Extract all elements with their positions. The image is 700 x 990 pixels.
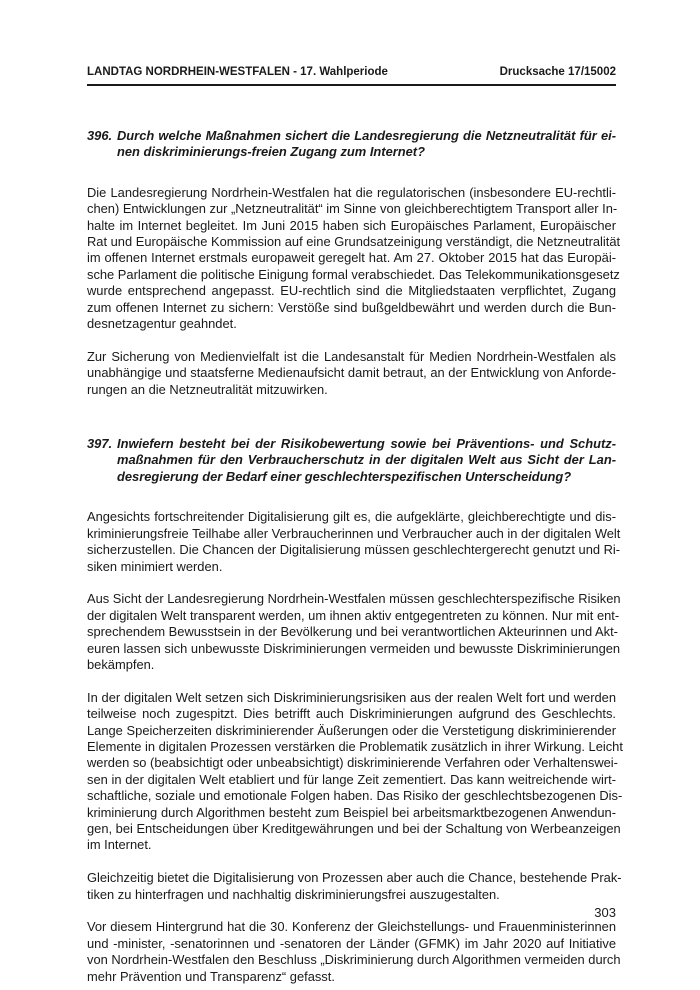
paragraph-line: teilweise noch zugespitzt. Dies betrifft auch Diskriminierungen aufgrund des Geschlechts. xyxy=(87,706,616,722)
paragraph-line: halte im Internet begleitet. Im Juni 2015 haben sich Europäisches Parlament, Europäischer xyxy=(87,217,616,233)
question-line: Inwiefern besteht bei der Risikobewertung sowie bei Präventions- und Schutz- xyxy=(117,436,616,452)
page-number: 303 xyxy=(594,905,616,920)
paragraph xyxy=(87,919,621,985)
paragraph-line: In der digitalen Welt setzen sich Diskriminierungsrisiken aus der realen Welt fort und werden xyxy=(87,689,616,705)
running-header xyxy=(87,66,616,78)
paragraph-line: Rat und Europäische Kommission auf eine Grundsatzeinigung verständigt, die Netzneutralität xyxy=(87,234,621,250)
paragraph-line: zum offenen Internet zu sichern: Verstöße sind bußgeldbewährt und werden durch die Bun- xyxy=(87,299,616,315)
paragraph-line: im Internet. xyxy=(87,837,152,853)
paragraph-line: rungen an die Netzneutralität mitzuwirken. xyxy=(87,381,328,397)
question-number: 397. xyxy=(87,436,113,452)
paragraph-line: sprechendem Bewusstsein in der Bevölkerung und bei verantwortlichen Akteurinnen und Akt- xyxy=(87,624,618,640)
paragraph-line: sen in der digitalen Welt etabliert und für lange Zeit zementiert. Das kann weitreichende wirt- xyxy=(87,771,616,787)
document-body xyxy=(87,128,623,985)
header-left: LANDTAG NORDRHEIN-WESTFALEN - 17. Wahlperiode xyxy=(87,66,388,78)
paragraph-line: wurde entsprechend angepasst. EU-rechtlich sind die Mitgliedstaaten verpflichtet, Zugang xyxy=(87,283,616,299)
block-spacer xyxy=(87,903,616,919)
paragraph-line: Angesichts fortschreitender Digitalisierung gilt es, die aufgeklärte, gleichberechtigte und dis- xyxy=(87,509,616,525)
paragraph-line: werden so (beabsichtigt oder unbeabsichtigt) diskriminierende Verfahren oder Verhaltenswei- xyxy=(87,755,618,771)
question-heading xyxy=(87,436,616,485)
paragraph-line: unabhängige und staatsferne Medienaufsicht damit betraut, an der Entwicklung von Anforde- xyxy=(87,365,616,381)
paragraph-line: Lange Speicherzeiten diskriminierender Äußerungen oder die Verstetigung diskriminierender xyxy=(87,722,616,738)
paragraph xyxy=(87,870,622,903)
paragraph-line: sicherzustellen. Die Chancen der Digitalisierung müssen geschlechtergerecht genutzt und Ri- xyxy=(87,542,621,558)
header-right: Drucksache 17/15002 xyxy=(499,66,616,78)
block-spacer xyxy=(87,485,616,509)
paragraph-line: Zur Sicherung von Medienvielfalt ist die Landesanstalt für Medien Nordrhein-Westfalen als xyxy=(87,348,616,364)
paragraph-line: Aus Sicht der Landesregierung Nordrhein-Westfalen müssen geschlechterspezifische Risiken xyxy=(87,591,621,607)
paragraph-line: im offenen Internet erstmals europaweit geregelt hat. Am 27. Oktober 2015 hat das Europäi- xyxy=(87,250,616,266)
paragraph-line: schaftliche, soziale und emotionale Folgen haben. Das Risiko der geschlechtsbezogenen Dis- xyxy=(87,788,623,804)
block-spacer xyxy=(87,332,616,348)
paragraph-line: bekämpfen. xyxy=(87,656,155,672)
block-spacer xyxy=(87,398,616,436)
question-line: desregierung der Bedarf einer geschlechterspezifischen Unterscheidung? xyxy=(117,468,572,484)
paragraph xyxy=(87,349,616,398)
paragraph xyxy=(87,509,621,575)
paragraph xyxy=(87,689,623,854)
paragraph-line: der digitalen Welt transparent werden, um ihnen aktiv entgegentreten zu können. Nur mit ent- xyxy=(87,607,620,623)
paragraph-line: chen) Entwicklungen zur „Netzneutralität“ im Sinne von gleichberechtigtem Transport aller In- xyxy=(87,201,618,217)
paragraph-line: Gleichzeitig bietet die Digitalisierung von Prozessen aber auch die Chance, bestehende Prak- xyxy=(87,870,622,886)
paragraph-line: tiken zu hinterfragen und nachhaltig diskriminierungsfrei auszugestalten. xyxy=(87,886,500,902)
block-spacer xyxy=(87,161,616,185)
paragraph-line: kriminierungsfreie Teilhabe aller Verbraucherinnen und Verbraucher auch in der digitalen Welt xyxy=(87,525,621,541)
paragraph-line: Vor diesem Hintergrund hat die 30. Konferenz der Gleichstellungs- und Frauenministerinnen xyxy=(87,919,616,935)
question-line: Durch welche Maßnahmen sichert die Landesregierung die Netzneutralität für ei- xyxy=(117,128,616,143)
paragraph-line: Elemente in digitalen Prozessen verstärken die Problematik zusätzlich in ihrer Wirkung. Leicht xyxy=(87,738,623,754)
paragraph-line: gen, bei Entscheidungen über Kreditgewährungen und bei der Schaltung von Werbeanzeigen xyxy=(87,820,621,836)
paragraph-line: und -minister, -senatorinnen und -senatoren der Länder (GFMK) im Jahr 2020 auf Initiative xyxy=(87,935,616,951)
paragraph-line: kriminierung durch Algorithmen besteht zum Beispiel bei arbeitsmarktbezogenen Anwendun- xyxy=(87,804,616,820)
paragraph-line: desnetzagentur geahndet. xyxy=(87,316,237,332)
paragraph xyxy=(87,591,621,673)
paragraph-line: von Nordrhein-Westfalen den Beschluss „Diskriminierung durch Algorithmen vermeiden durch xyxy=(87,952,621,968)
block-spacer xyxy=(87,673,616,689)
header-rule xyxy=(87,84,616,86)
block-spacer xyxy=(87,854,616,870)
question-number: 396. xyxy=(87,128,113,143)
paragraph-line: Die Landesregierung Nordrhein-Westfalen hat die regulatorischen (insbesondere EU-rechtli- xyxy=(87,184,616,200)
paragraph xyxy=(87,184,621,333)
paragraph-line: euren lassen sich unbewusste Diskriminierungen vermeiden und bewusste Diskriminierungen xyxy=(87,640,621,656)
paragraph-line: sche Parlament die politische Einigung formal verabschiedet. Das Telekommunikationsgesetz xyxy=(87,266,620,282)
question-line: maßnahmen für den Verbraucherschutz in der digitalen Welt aus Sicht der Lan- xyxy=(117,452,616,468)
question-line: nen diskriminierungs-freien Zugang zum Internet? xyxy=(117,144,425,160)
paragraph-line: siken minimiert werden. xyxy=(87,558,223,574)
block-spacer xyxy=(87,575,616,591)
paragraph-line: mehr Prävention und Transparenz“ gefasst. xyxy=(87,968,335,984)
question-heading xyxy=(87,128,616,161)
